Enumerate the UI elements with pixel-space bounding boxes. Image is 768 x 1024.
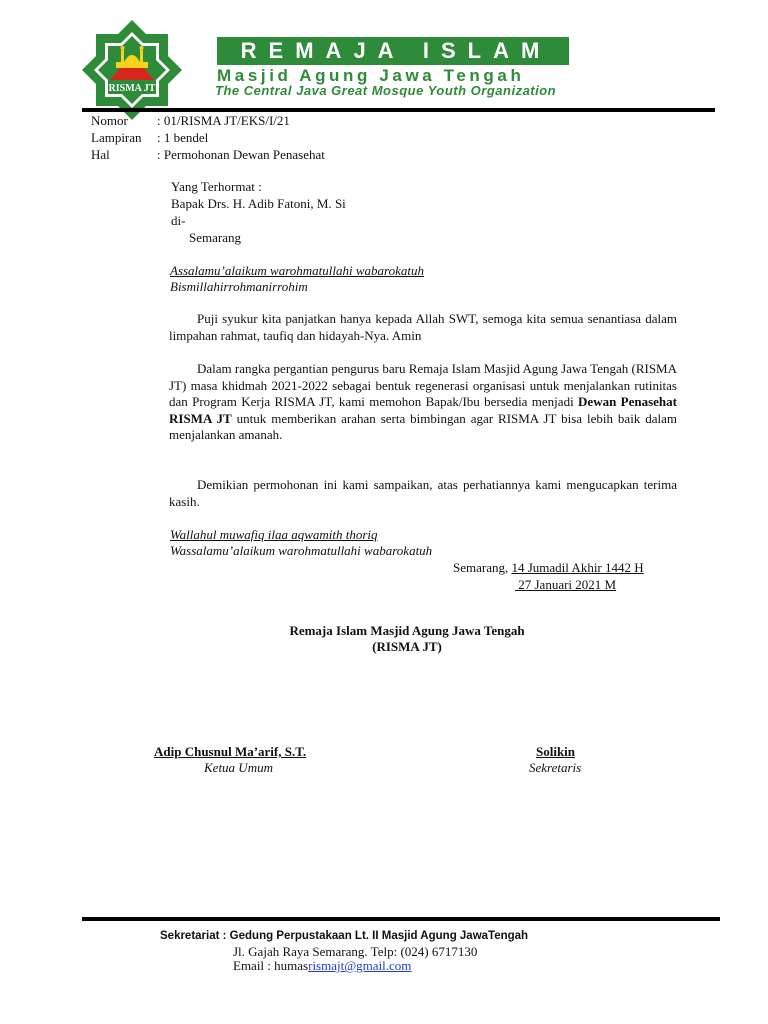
meta-label-lampiran: Lampiran: [91, 130, 142, 145]
meta-label-nomor: Nomor: [91, 113, 128, 128]
basmalah: Bismillahirrohmanirrohim: [170, 279, 308, 294]
paragraph-closing: Demikian permohonan ini kami sampaikan, atas perhatiannya kami mengucapkan terima kasih.: [169, 477, 677, 509]
signer-left-name: Adip Chusnul Ma’arif, S.T.: [154, 744, 307, 759]
closing-wallahul: Wallahul muwafiq ilaa aqwamith thoriq: [170, 527, 378, 542]
meta-label-hal: Hal: [91, 147, 110, 162]
footer-address: Jl. Gajah Raya Semarang. Telp: (024) 6717130: [233, 944, 478, 959]
risma-logo: [80, 18, 184, 122]
footer-email-line: [233, 958, 411, 974]
date-masehi: 27 Januari 2021 M: [515, 577, 617, 592]
paragraph-request: [169, 361, 677, 444]
footer-email-label: Email : humas: [233, 958, 309, 973]
recipient-salutation: Yang Terhormat :: [171, 179, 262, 194]
date-hijri: 14 Jumadil Akhir 1442 H: [511, 560, 644, 575]
salam-closing: Wassalamu’alaikum warohmatullahi wabarokatuh: [170, 543, 433, 558]
salam-opening: Assalamu’alaikum warohmatullahi wabarokatuh: [170, 263, 424, 278]
footer-secretariat: Sekretariat : Gedung Perpustakaan Lt. II Masjid Agung JawaTengah: [160, 930, 529, 942]
logo-text: RISMA JT: [108, 83, 156, 94]
paragraph-request-text: Dalam rangka pergantian pengurus baru Remaja Islam Masjid Agung Jawa Tengah (RISMA JT) masa khidmah 2021-2022 sebagai bentuk regenerasi organisasi untuk menjalankan rutinitas dan Program Kerja RISMA JT, kami memohon Bapak/Ibu bersedia menjadi: [169, 361, 677, 409]
date-place: Semarang,: [453, 560, 512, 575]
org-title: REMAJA ISLAM: [217, 37, 569, 65]
org-subtitle: Masjid Agung Jawa Tengah: [217, 66, 525, 85]
recipient-name: Bapak Drs. H. Adib Fatoni, M. Si: [171, 196, 346, 211]
footer-email-link[interactable]: rismajt@gmail.com: [308, 958, 412, 973]
recipient-di: di-: [171, 213, 186, 228]
signer-left-role: Ketua Umum: [204, 760, 273, 775]
signer-right-role: Sekretaris: [529, 760, 582, 775]
meta-value-nomor: : 01/RISMA JT/EKS/I/21: [157, 113, 290, 128]
meta-value-lampiran: : 1 bendel: [157, 130, 209, 145]
signature-org-abbrev: (RISMA JT): [372, 639, 442, 654]
date-line-hijri: [453, 559, 644, 576]
footer-divider: [82, 917, 720, 921]
paragraph-request-text-end: untuk memberikan arahan serta bimbingan agar RISMA JT bisa lebih baik dalam menjalankan amanah.: [169, 410, 678, 442]
logo-emblem-icon: [80, 18, 184, 122]
paragraph-request-highlight: Dewan Penasehat RISMA JT: [169, 394, 677, 426]
recipient-city: Semarang: [189, 230, 241, 245]
org-english-name: The Central Java Great Mosque Youth Organization: [215, 83, 557, 98]
signer-right-name: Solikin: [536, 744, 576, 759]
meta-value-hal: : Permohonan Dewan Penasehat: [157, 147, 325, 162]
paragraph-opening: Puji syukur kita panjatkan hanya kepada Allah SWT, semoga kita semua senantiasa dalam limpahan rahmat, taufiq dan hidayah-Nya. Amin: [169, 311, 677, 343]
signature-org-name: Remaja Islam Masjid Agung Jawa Tengah: [289, 623, 525, 638]
